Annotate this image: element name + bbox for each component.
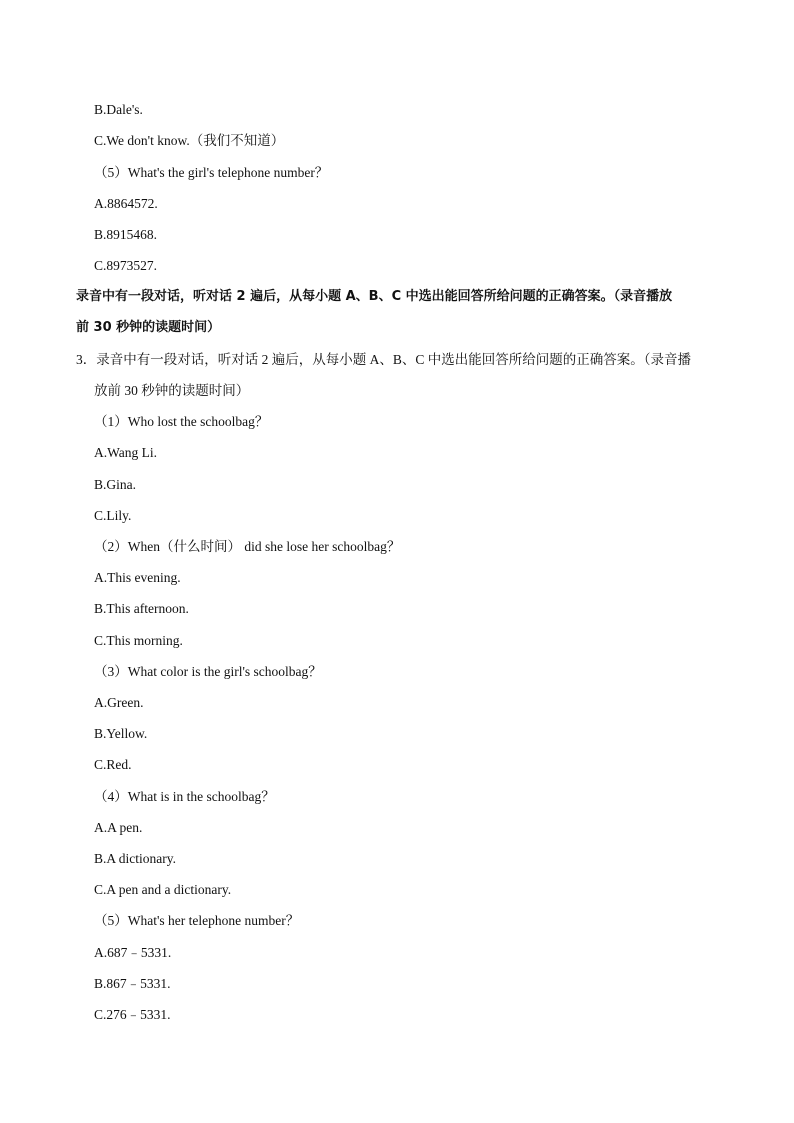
prev-q5-option-b: B.8915468. bbox=[94, 227, 158, 242]
q3-option-c: C.Red. bbox=[94, 757, 132, 772]
q5-option-a: A.687﹣5331. bbox=[94, 945, 172, 960]
prev-q4-option-c: C.We don't know.（我们不知道） bbox=[94, 133, 285, 148]
q2-option-a: A.This evening. bbox=[94, 570, 181, 585]
section-3-line-1: 3．录音中有一段对话，听对话 2 遍后，从每小题 A、B、C 中选出能回答所给问题的正确答案。（录音播 bbox=[76, 352, 692, 367]
q1-option-a: A.Wang Li. bbox=[94, 445, 158, 460]
q3-question: （3）What color is the girl's schoolbag？ bbox=[94, 664, 322, 679]
q2-question: （2）When（什么时间） did she lose her schoolbag？ bbox=[94, 539, 401, 554]
prev-q5-option-c: C.8973527. bbox=[94, 258, 158, 273]
q1-option-c: C.Lily. bbox=[94, 508, 132, 523]
q3-option-b: B.Yellow. bbox=[94, 726, 148, 741]
q3-option-a: A.Green. bbox=[94, 695, 144, 710]
q4-question: （4）What is in the schoolbag？ bbox=[94, 789, 275, 804]
q5-option-b: B.867﹣5331. bbox=[94, 976, 171, 991]
prev-q5-option-a: A.8864572. bbox=[94, 196, 158, 211]
q4-option-a: A.A pen. bbox=[94, 820, 143, 835]
q4-option-c: C.A pen and a dictionary. bbox=[94, 882, 232, 897]
prev-q5-question: （5）What's the girl's telephone number？ bbox=[94, 165, 329, 180]
instruction-line-2: 前 30 秒钟的读题时间） bbox=[76, 320, 221, 335]
q2-option-b: B.This afternoon. bbox=[94, 601, 189, 616]
section-3-line-2: 放前 30 秒钟的读题时间） bbox=[94, 383, 250, 398]
q5-option-c: C.276﹣5331. bbox=[94, 1007, 171, 1022]
q2-option-c: C.This morning. bbox=[94, 633, 183, 648]
q4-option-b: B.A dictionary. bbox=[94, 851, 176, 866]
prev-q4-option-b: B.Dale's. bbox=[94, 102, 143, 117]
instruction-line-1: 录音中有一段对话，听对话 2 遍后，从每小题 A、B、C 中选出能回答所给问题的正确答案。（录音播放 bbox=[76, 289, 673, 304]
q5-question: （5）What's her telephone number？ bbox=[94, 913, 300, 928]
q1-question: （1）Who lost the schoolbag？ bbox=[94, 414, 269, 429]
q1-option-b: B.Gina. bbox=[94, 477, 136, 492]
